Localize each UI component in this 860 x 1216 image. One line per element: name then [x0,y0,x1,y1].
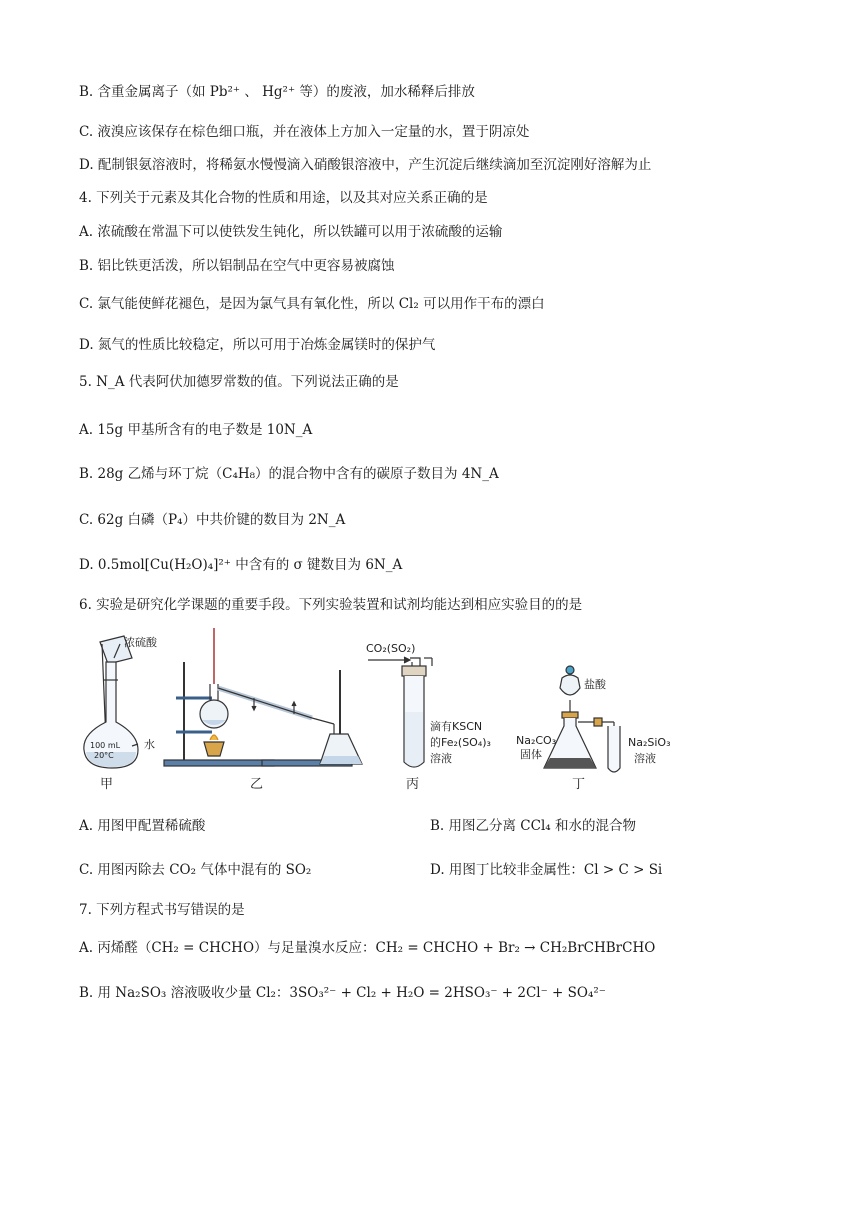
jia-temp-label: 20°C [94,751,114,760]
q7-stem: 7. 下列方程式书写错误的是 [79,902,245,918]
q5-option-a: A. 15g 甲基所含有的电子数是 10N_A [79,422,313,438]
q4-option-b: B. 铝比铁更活泼，所以铝制品在空气中更容易被腐蚀 [79,258,395,274]
jia-caption: 甲 [100,777,114,792]
ding-solid-line1: Na₂CO₃ [516,734,557,747]
q5-option-d: D. 0.5mol[Cu(H₂O)₄]²⁺ 中含有的 σ 键数目为 6N_A [79,557,403,573]
q6-option-b: B. 用图乙分离 CCl₄ 和水的混合物 [430,818,636,834]
q5-option-c: C. 62g 白磷（P₄）中共价键的数目为 2N_A [79,512,346,528]
q3-option-b: B. 含重金属离子（如 Pb²⁺ 、 Hg²⁺ 等）的废液，加水稀释后排放 [79,84,475,100]
apparatus-figure [72,622,712,792]
bing-gas-label: CO₂(SO₂) [366,642,416,655]
q6-option-c: C. 用图丙除去 CO₂ 气体中混有的 SO₂ [79,862,312,878]
q7-option-b: B. 用 Na₂SO₃ 溶液吸收少量 Cl₂：3SO₃²⁻ + Cl₂ + H₂O = 2HSO₃⁻ + 2Cl⁻ + SO₄²⁻ [79,985,606,1001]
q4-stem: 4. 下列关于元素及其化合物的性质和用途，以及其对应关系正确的是 [79,190,488,206]
q4-option-a: A. 浓硫酸在常温下可以使铁发生钝化，所以铁罐可以用于浓硫酸的运输 [79,224,503,240]
bing-reagent-line3: 溶液 [430,752,452,765]
q7-option-a: A. 丙烯醛（CH₂ = CHCHO）与足量溴水反应：CH₂ = CHCHO + Br₂ → CH₂BrCHBrCHO [79,940,656,956]
yi-caption: 乙 [250,777,264,792]
ding-caption: 丁 [572,777,586,792]
q6-option-a: A. 用图甲配置稀硫酸 [79,818,206,834]
ding-sol-line2: 溶液 [634,752,656,765]
q4-option-d: D. 氮气的性质比较稳定，所以可用于冶炼金属镁时的保护气 [79,337,436,353]
q3-option-d: D. 配制银氨溶液时，将稀氨水慢慢滴入硝酸银溶液中，产生沉淀后继续滴加至沉淀刚好溶解为止 [79,157,652,173]
jia-acid-label: 浓硫酸 [124,636,157,649]
apparatus-ding [516,666,671,792]
ding-acid-label: 盐酸 [584,678,606,691]
q3-option-c: C. 液溴应该保存在棕色细口瓶，并在液体上方加入一定量的水，置于阴凉处 [79,124,530,140]
q5-stem: 5. N_A 代表阿伏加德罗常数的值。下列说法正确的是 [79,374,399,390]
ding-sol-line1: Na₂SiO₃ [628,736,671,749]
q5-option-b: B. 28g 乙烯与环丁烷（C₄H₈）的混合物中含有的碳原子数目为 4N_A [79,466,499,482]
q4-option-c: C. 氯气能使鲜花褪色，是因为氯气具有氧化性，所以 Cl₂ 可以用作干布的漂白 [79,296,545,312]
bing-reagent-line2: 的Fe₂(SO₄)₃ [430,736,491,749]
q6-option-d: D. 用图丁比较非金属性：Cl > C > Si [430,862,663,878]
apparatus-yi [164,628,362,792]
bing-reagent-line1: 滴有KSCN [430,720,483,733]
apparatus-bing [366,642,491,792]
bing-caption: 丙 [406,777,420,792]
jia-flask-label: 100 mL [90,741,121,750]
ding-solid-line2: 固体 [520,748,542,761]
apparatus-jia [84,635,158,792]
jia-water-label: 水 [144,738,155,751]
q6-stem: 6. 实验是研究化学课题的重要手段。下列实验装置和试剂均能达到相应实验目的的是 [79,597,583,613]
